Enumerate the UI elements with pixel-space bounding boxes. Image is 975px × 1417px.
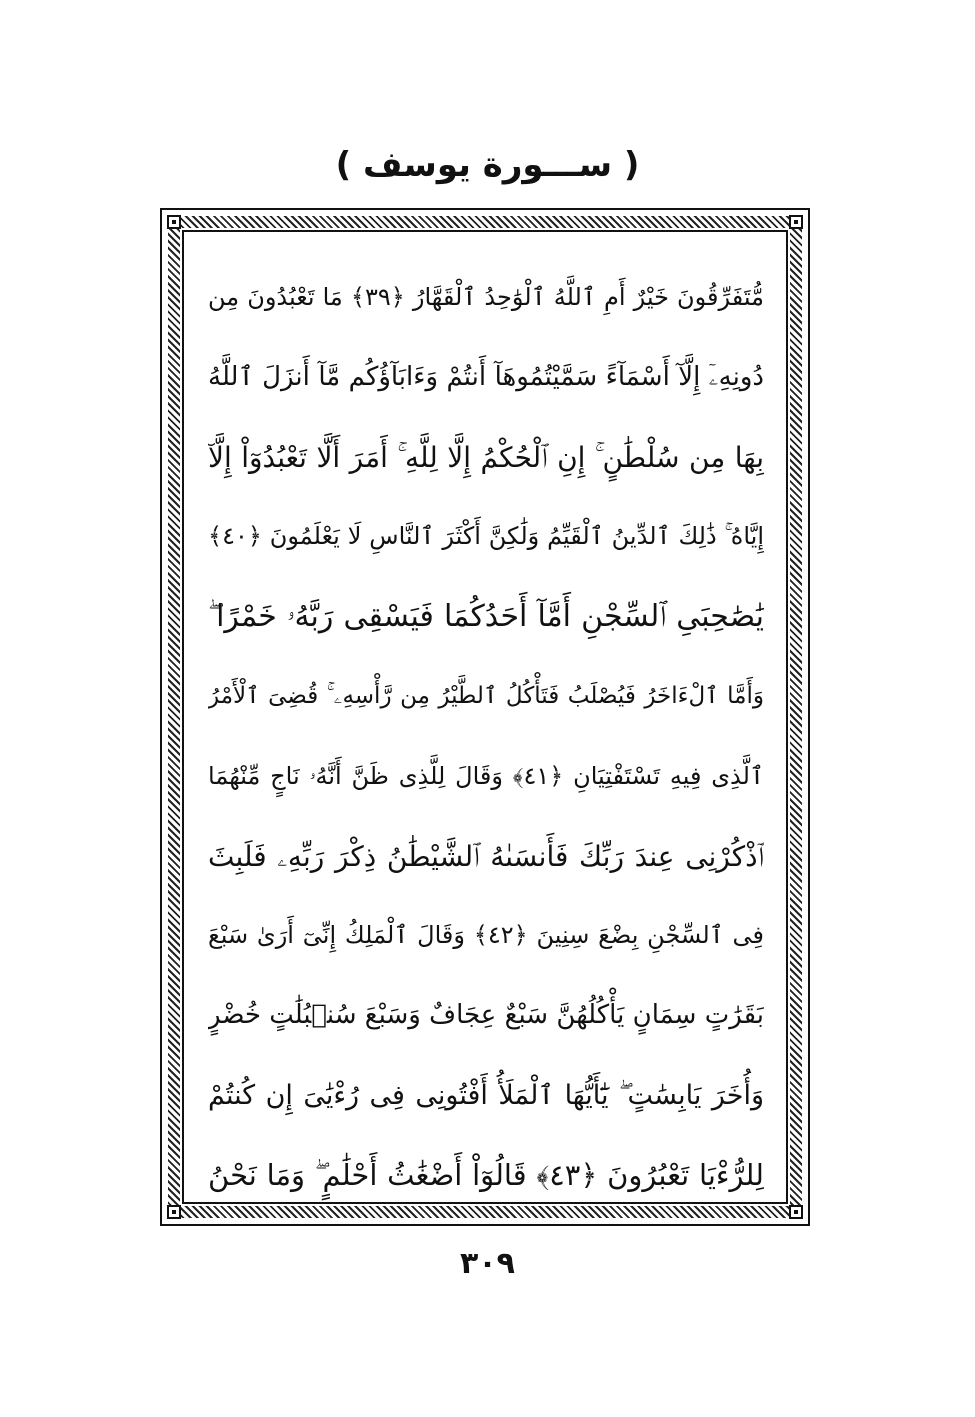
text-line-1: مُّتَفَرِّقُونَ خَيْرٌ أَمِ ٱللَّهُ ٱلْوَٰحِدُ ٱلْقَهَّارُ ﴿٣٩﴾ مَا تَعْبُدُونَ مِن [208,283,764,311]
page-number: ٣٠٩ [460,1246,515,1281]
text-line-11: وَأُخَرَ يَابِسَٰتٍ ۖ يَٰٓأَيُّهَا ٱلْمَلَأُ أَفْتُونِى فِى رُءْيَٰىَ إِن كُنتُمْ [208,1079,764,1111]
surah-title: ( ســـورة يوسف ) [335,145,640,185]
corner-ornament-top-left [167,215,181,229]
corner-ornament-top-right [789,215,803,229]
corner-ornament-bottom-right [789,1205,803,1219]
text-line-6: وَأَمَّا ٱلْءَاخَرُ فَيُصْلَبُ فَتَأْكُلُ ٱلطَّيْرُ مِن رَّأْسِهِۦ ۚ قُضِىَ ٱلْأَمْرُ [208,682,764,709]
text-line-5: يَٰصَٰحِبَىِ ٱلسِّجْنِ أَمَّآ أَحَدُكُمَا فَيَسْقِى رَبَّهُۥ خَمْرًا ۖ [208,599,764,635]
text-line-4: إِيَّاهُ ۚ ذَٰلِكَ ٱلدِّينُ ٱلْقَيِّمُ وَلَٰكِنَّ أَكْثَرَ ٱلنَّاسِ لَا يَعْلَمُونَ ﴿٤٠﴾ [208,522,764,551]
text-line-8: ٱذْكُرْنِى عِندَ رَبِّكَ فَأَنسَىٰهُ ٱلشَّيْطَٰنُ ذِكْرَ رَبِّهِۦ فَلَبِثَ [208,839,764,873]
text-line-10: بَقَرَٰتٍ سِمَانٍ يَأْكُلُهُنَّ سَبْعٌ عِجَافٌ وَسَبْعَ سُنۢبُلَٰتٍ خُضْرٍ [208,1000,764,1031]
text-line-3: بِهَا مِن سُلْطَٰنٍ ۚ إِنِ ٱلْحُكْمُ إِلَّا لِلَّهِ ۚ أَمَرَ أَلَّا تَعْبُدُوٓاْ إِلَّآ [208,440,764,474]
quran-text-body [208,258,764,1216]
corner-ornament-bottom-left [167,1205,181,1219]
text-line-9: فِى ٱلسِّجْنِ بِضْعَ سِنِينَ ﴿٤٢﴾ وَقَالَ ٱلْمَلِكُ إِنِّىٓ أَرَىٰ سَبْعَ [208,921,764,950]
text-line-12: لِلرُّءْيَا تَعْبُرُونَ ﴿٤٣﴾ قَالُوٓاْ أَضْغَٰثُ أَحْلَٰمٍ ۖ وَمَا نَحْنُ [208,1157,764,1192]
text-line-2: دُونِهِۦٓ إِلَّآ أَسْمَآءً سَمَّيْتُمُوهَآ أَنتُمْ وَءَابَآؤُكُم مَّآ أَنزَلَ ٱللَّهُ [208,361,764,392]
text-line-7: ٱلَّذِى فِيهِ تَسْتَفْتِيَانِ ﴿٤١﴾ وَقَالَ لِلَّذِى ظَنَّ أَنَّهُۥ نَاجٍ مِّنْهُمَا [208,761,764,790]
